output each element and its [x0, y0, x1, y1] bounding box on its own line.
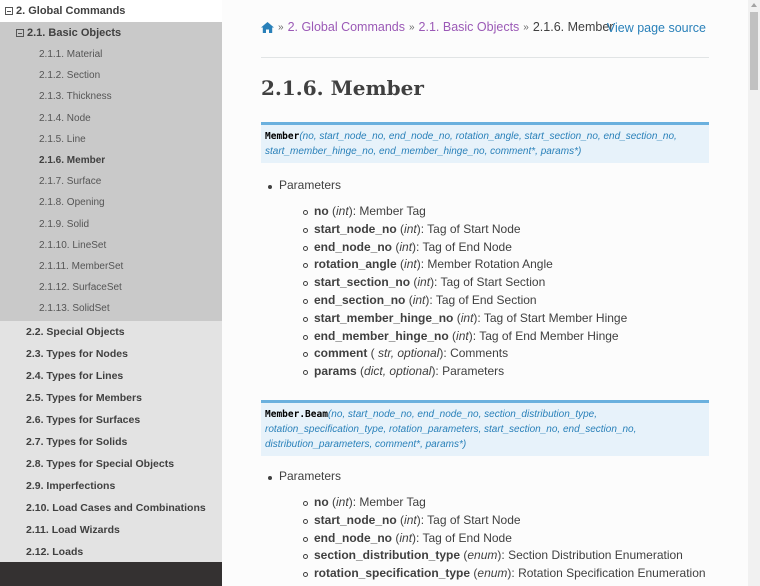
signature-member-beam — [261, 400, 709, 456]
parameter-name: params — [314, 364, 357, 379]
parameter-description: Tag of Start Section — [440, 275, 546, 290]
nav-subitem[interactable]: 2.1.2. Section — [39, 70, 101, 82]
parameter-item: rotation_angle (int): Member Rotation Angle — [261, 257, 741, 275]
collapse-icon[interactable] — [5, 7, 13, 15]
nav-label: 2.1. Basic Objects — [27, 27, 122, 39]
sidebar-footer — [0, 562, 222, 586]
nav-item[interactable]: 2.4. Types for Lines — [26, 370, 124, 383]
parameter-type: int — [404, 221, 417, 236]
parameter-type: int — [399, 239, 413, 254]
basic-objects-subnav — [0, 44, 222, 321]
parameter-name: start_node_no — [314, 221, 397, 236]
nav-item[interactable]: 2.8. Types for Special Objects — [26, 458, 175, 471]
parameter-description: Member Rotation Angle — [427, 257, 553, 272]
nav-subitem[interactable]: 2.1.9. Solid — [39, 218, 90, 230]
parameter-name: end_section_no — [314, 292, 406, 307]
parameter-name: start_member_hinge_no — [314, 310, 454, 325]
parameter-description: Member Tag — [359, 204, 426, 218]
nav-item[interactable]: 2.9. Imperfections — [26, 480, 116, 493]
nav-subitem[interactable]: 2.1.12. SurfaceSet — [39, 282, 122, 294]
parameter-type: int — [404, 512, 417, 527]
nav-item[interactable]: 2.3. Types for Nodes — [26, 348, 128, 361]
parameter-item: no (int): Member Tag — [261, 495, 741, 513]
nav-item[interactable]: 2.12. Loads — [26, 546, 84, 559]
parameter-name: start_section_no — [314, 275, 411, 290]
breadcrumb-global-commands[interactable]: 2. Global Commands — [287, 20, 405, 34]
global-commands-subnav — [0, 321, 222, 563]
parameter-item: rotation_specification_type (enum): Rotation Specification Enumeration — [261, 566, 741, 584]
parameter-name: end_node_no — [314, 530, 393, 545]
nav-subitem[interactable]: 2.1.11. MemberSet — [39, 260, 124, 272]
parameters-member — [261, 178, 741, 382]
parameter-item: comment ( str, optional): Comments — [261, 346, 741, 364]
signature-args: (no, start_node_no, end_node_no, section_distribution_type, rotation_specification_type, rotation_parameters, start_section_no, end_section_no, distribution_parameters, comment*, params*) — [265, 409, 637, 450]
parameter-type: enum — [477, 566, 508, 581]
page-title: 2.1.6. Member — [261, 76, 424, 100]
scrollbar-thumb[interactable] — [750, 12, 758, 90]
parameter-type: int — [412, 292, 426, 307]
breadcrumb-separator: » — [408, 21, 415, 33]
nav-subitem[interactable]: 2.1.4. Node — [39, 112, 91, 124]
parameter-item: start_node_no (int): Tag of Start Node — [261, 222, 741, 240]
parameter-description: Tag of End Section — [435, 292, 537, 307]
parameter-type: enum — [467, 548, 498, 563]
breadcrumb-current: 2.1.6. Member — [532, 20, 614, 34]
breadcrumb-basic-objects[interactable]: 2.1. Basic Objects — [418, 20, 520, 34]
parameter-type: int — [460, 310, 474, 325]
parameter-name: rotation_angle — [314, 257, 397, 272]
parameter-name: rotation_specification_type — [314, 566, 471, 581]
parameters-label: Parameters — [261, 178, 741, 198]
main-content — [222, 0, 748, 586]
parameter-name: comment — [314, 346, 368, 361]
parameter-description: Member Tag — [359, 495, 426, 509]
parameters-label: Parameters — [261, 469, 741, 489]
parameters-member-beam — [261, 469, 741, 584]
signature-member — [261, 122, 709, 163]
nav-item[interactable]: 2.6. Types for Surfaces — [26, 414, 141, 427]
view-page-source-link[interactable]: View page source — [606, 21, 706, 35]
parameter-item: end_node_no (int): Tag of End Node — [261, 240, 741, 258]
parameter-description: Tag of Start Member Hinge — [483, 310, 628, 325]
parameter-name: start_node_no — [314, 512, 397, 527]
parameter-type: int — [336, 204, 349, 218]
collapse-icon[interactable] — [16, 29, 24, 37]
parameter-item: params (dict, optional): Parameters — [261, 364, 741, 382]
parameter-description: Tag of Start Node — [427, 512, 521, 527]
parameter-description: Parameters — [442, 364, 505, 379]
parameter-type: int — [399, 530, 413, 545]
nav-subitem[interactable]: 2.1.8. Opening — [39, 197, 105, 209]
parameter-item: start_node_no (int): Tag of Start Node — [261, 513, 741, 531]
signature-name: Member — [265, 131, 300, 142]
nav-item[interactable]: 2.7. Types for Solids — [26, 436, 128, 449]
parameter-description: Tag of End Node — [422, 530, 512, 545]
breadcrumb-separator: » — [523, 21, 529, 33]
parameter-item: start_member_hinge_no (int): Tag of Start Member Hinge — [261, 311, 741, 329]
sidebar-nav — [0, 0, 222, 586]
parameter-type: int — [417, 275, 431, 290]
nav-subitem[interactable]: 2.1.10. LineSet — [39, 239, 107, 251]
divider — [261, 57, 709, 58]
scroll-up-arrow-icon[interactable] — [751, 3, 757, 7]
parameter-name: no — [314, 204, 329, 218]
parameter-item: end_node_no (int): Tag of End Node — [261, 531, 741, 549]
parameter-item: section_distribution_type (enum): Section Distribution Enumeration — [261, 548, 741, 566]
parameter-description: Tag of End Node — [422, 239, 512, 254]
parameter-list — [261, 204, 741, 382]
parameter-name: end_member_hinge_no — [314, 328, 449, 343]
nav-subitem[interactable]: 2.1.13. SolidSet — [39, 303, 110, 315]
parameter-type: int — [336, 495, 349, 509]
scrollbar[interactable] — [748, 0, 760, 586]
breadcrumb — [261, 20, 613, 34]
parameter-description: Section Distribution Enumeration — [508, 548, 683, 563]
signature-name: Member.Beam — [265, 409, 328, 420]
nav-label: 2. Global Commands — [16, 5, 126, 17]
nav-subitem[interactable]: 2.1.3. Thickness — [39, 91, 112, 103]
parameter-type: dict, optional — [364, 364, 432, 379]
parameter-description: Comments — [450, 346, 509, 361]
parameter-description: Tag of End Member Hinge — [479, 328, 619, 343]
parameter-name: no — [314, 495, 329, 509]
nav-subitem[interactable]: 2.1.6. Member — [39, 155, 106, 167]
nav-subitem[interactable]: 2.1.5. Line — [39, 133, 86, 145]
nav-item[interactable]: 2.11. Load Wizards — [26, 524, 120, 537]
parameter-description: Rotation Specification Enumeration — [518, 566, 706, 581]
nav-subitem[interactable]: 2.1.7. Surface — [39, 176, 102, 188]
nav-subitem[interactable]: 2.1.1. Material — [39, 49, 103, 61]
parameter-item: no (int): Member Tag — [261, 204, 741, 222]
nav-item[interactable]: 2.10. Load Cases and Combinations — [26, 502, 206, 515]
signature-args: (no, start_node_no, end_node_no, rotation_angle, start_section_no, end_section_no, start_member_hinge_no, end_member_hinge_no, comment*, params*) — [265, 131, 677, 157]
nav-item[interactable]: 2.2. Special Objects — [26, 326, 125, 339]
parameter-name: section_distribution_type — [314, 548, 461, 563]
parameter-item: start_section_no (int): Tag of Start Section — [261, 275, 741, 293]
parameter-name: end_node_no — [314, 239, 393, 254]
parameter-type: int — [456, 328, 469, 343]
parameter-type: str, optional — [374, 346, 440, 361]
nav-item-basic-objects[interactable] — [0, 22, 222, 44]
breadcrumb-separator: » — [278, 21, 284, 33]
home-icon[interactable] — [261, 22, 274, 33]
parameter-description: Tag of Start Node — [427, 221, 521, 236]
parameter-item: end_member_hinge_no (int): Tag of End Member Hinge — [261, 329, 741, 347]
parameter-type: int — [404, 257, 417, 272]
nav-item-global-commands[interactable] — [0, 0, 222, 22]
nav-item[interactable]: 2.5. Types for Members — [26, 392, 142, 405]
parameter-list — [261, 495, 741, 584]
parameter-item: end_section_no (int): Tag of End Section — [261, 293, 741, 311]
